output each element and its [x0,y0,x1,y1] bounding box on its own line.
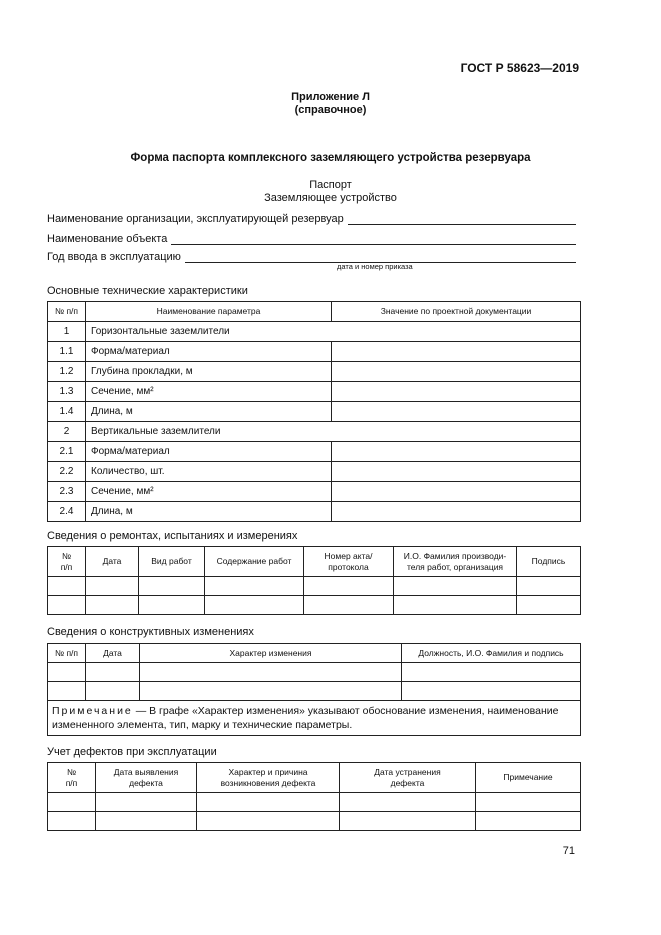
row-number-cell: 2 [48,422,86,442]
empty-cell[interactable] [48,596,86,615]
empty-cell[interactable] [394,577,517,596]
header-cell: Номер акта/ протокола [304,547,394,577]
empty-cell[interactable] [96,812,197,831]
table-row [48,682,581,701]
empty-cell[interactable] [86,682,140,701]
annex-subtitle: (справочное) [294,104,367,116]
table-row [48,342,581,362]
table-header-row [48,763,581,793]
header-cell: № п/п [48,644,86,663]
header-cell: № п/п [48,302,86,322]
row-number-cell: 1.3 [48,382,86,402]
passport-subtitle: Заземляющее устройство [264,192,397,204]
table1-caption: Основные технические характеристики [47,285,248,297]
empty-cell[interactable] [340,793,476,812]
passport-heading [0,179,661,205]
table-row [48,442,581,462]
empty-cell[interactable] [48,577,86,596]
empty-cell[interactable] [304,596,394,615]
empty-cell[interactable] [48,663,86,682]
empty-cell[interactable] [517,577,581,596]
parameter-name-cell: Горизонтальные заземлители [86,322,581,342]
parameter-name-cell: Сечение, мм² [86,482,332,502]
empty-cell[interactable] [205,577,304,596]
form-title: Форма паспорта комплексного заземляющего устройства резервуара [130,152,531,164]
empty-cell[interactable] [139,596,205,615]
value-cell[interactable] [332,462,581,482]
organization-field[interactable] [47,213,576,225]
empty-cell[interactable] [140,663,402,682]
empty-cell[interactable] [96,793,197,812]
header-cell: Значение по проектной документации [332,302,581,322]
passport-title: Паспорт [309,179,352,191]
row-number-cell: 2.1 [48,442,86,462]
table-row [48,362,581,382]
empty-cell[interactable] [48,793,96,812]
object-line[interactable] [171,235,576,245]
table-header-row [48,644,581,663]
empty-cell[interactable] [205,596,304,615]
value-cell[interactable] [332,502,581,522]
parameter-name-cell: Форма/материал [86,342,332,362]
empty-cell[interactable] [197,793,340,812]
standard-number: ГОСТ Р 58623—2019 [460,61,579,75]
header-cell: Содержание работ [205,547,304,577]
header-cell: Должность, И.О. Фамилия и подпись [402,644,581,663]
header-cell: Вид работ [139,547,205,577]
header-cell: Характер изменения [140,644,402,663]
table-row [48,402,581,422]
empty-cell[interactable] [140,682,402,701]
table-header-row [48,547,581,577]
parameter-name-cell: Длина, м [86,402,332,422]
header-cell: № п/п [48,763,96,793]
table-row [48,596,581,615]
table3-caption: Сведения о конструктивных изменениях [47,626,254,638]
note-cell [48,701,581,736]
table-row [48,322,581,342]
empty-cell[interactable] [402,682,581,701]
row-number-cell: 2.2 [48,462,86,482]
parameter-name-cell: Глубина прокладки, м [86,362,332,382]
table-row [48,462,581,482]
empty-cell[interactable] [86,663,140,682]
row-number-cell: 1.2 [48,362,86,382]
repairs-table [47,546,581,615]
row-number-cell: 2.3 [48,482,86,502]
table-row [48,812,581,831]
year-field[interactable] [47,251,576,263]
organization-line[interactable] [348,215,576,225]
row-number-cell: 1.1 [48,342,86,362]
value-cell[interactable] [332,402,581,422]
value-cell[interactable] [332,482,581,502]
note-label: Примечание [52,705,133,717]
empty-cell[interactable] [197,812,340,831]
empty-cell[interactable] [394,596,517,615]
annex-title: Приложение Л [291,91,370,103]
header-cell: Наименование параметра [86,302,332,322]
year-hint: дата и номер приказа [337,262,413,271]
empty-cell[interactable] [402,663,581,682]
note-text: — В графе «Характер изменения» указывают обоснование изменения, наименование измененного элемента, тип, марку и технические параметры. [52,705,559,731]
empty-cell[interactable] [476,812,581,831]
page-number: 71 [562,845,575,857]
table-row [48,482,581,502]
value-cell[interactable] [332,342,581,362]
note-row [48,701,581,736]
header-cell: Подпись [517,547,581,577]
header-cell: Дата выявления дефекта [96,763,197,793]
table-row [48,793,581,812]
table-row [48,382,581,402]
header-cell: № п/п [48,547,86,577]
defects-table [47,762,581,831]
organization-label: Наименование организации, эксплуатирующей резервуар [47,213,344,225]
object-label: Наименование объекта [47,233,168,245]
header-cell: И.О. Фамилия производи- теля работ, организация [394,547,517,577]
table-row [48,663,581,682]
table-row [48,577,581,596]
row-number-cell: 1.4 [48,402,86,422]
empty-cell[interactable] [517,596,581,615]
value-cell[interactable] [332,442,581,462]
empty-cell[interactable] [86,596,139,615]
row-number-cell: 2.4 [48,502,86,522]
table-row [48,422,581,442]
header-cell: Дата [86,547,139,577]
year-label: Год ввода в эксплуатацию [47,251,181,263]
object-field[interactable] [47,233,576,245]
value-cell[interactable] [332,362,581,382]
annex-heading [0,91,661,117]
header-cell: Дата устранения дефекта [340,763,476,793]
header-cell: Дата [86,644,140,663]
parameter-name-cell: Количество, шт. [86,462,332,482]
row-number-cell: 1 [48,322,86,342]
parameter-name-cell: Вертикальные заземлители [86,422,581,442]
empty-cell[interactable] [86,577,139,596]
empty-cell[interactable] [476,793,581,812]
header-cell: Характер и причина возникновения дефекта [197,763,340,793]
empty-cell[interactable] [48,812,96,831]
changes-table [47,643,581,736]
header-cell: Примечание [476,763,581,793]
parameter-name-cell: Сечение, мм² [86,382,332,402]
table-row [48,502,581,522]
empty-cell[interactable] [48,682,86,701]
table-header-row [48,302,581,322]
parameter-name-cell: Длина, м [86,502,332,522]
value-cell[interactable] [332,382,581,402]
empty-cell[interactable] [304,577,394,596]
table2-caption: Сведения о ремонтах, испытаниях и измерениях [47,530,298,542]
characteristics-table [47,301,581,522]
empty-cell[interactable] [139,577,205,596]
empty-cell[interactable] [340,812,476,831]
parameter-name-cell: Форма/материал [86,442,332,462]
table4-caption: Учет дефектов при эксплуатации [47,746,217,758]
